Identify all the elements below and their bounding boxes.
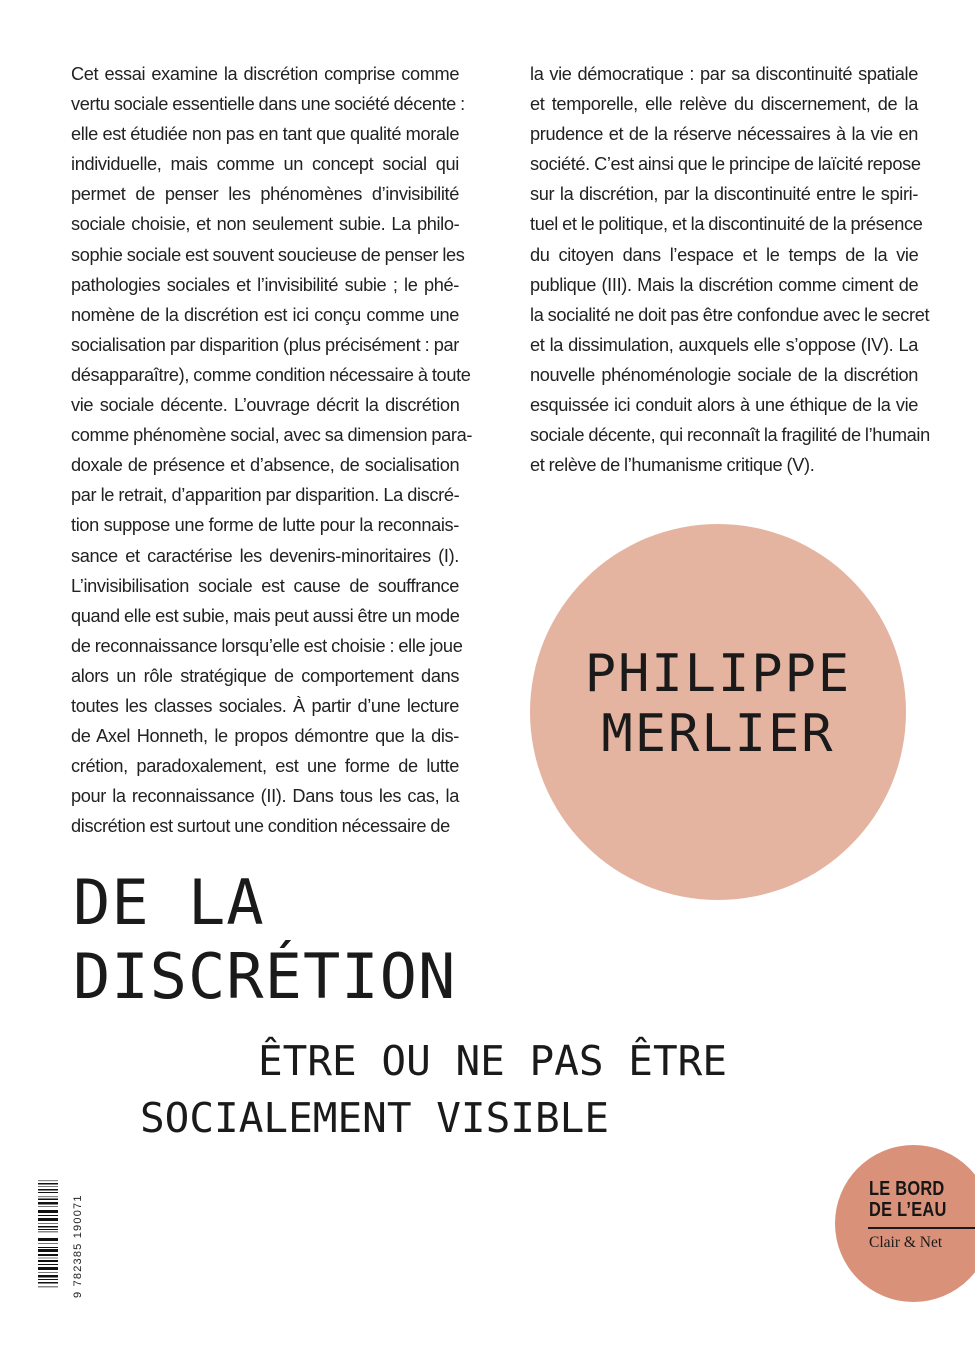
blurb-line: nomène de la discrétion est ici conçu comme une xyxy=(71,304,459,325)
blurb-line: désapparaître), comme condition nécessaire à toute xyxy=(71,364,471,385)
publisher-name xyxy=(869,1179,947,1221)
blurb-line: pour la reconnaissance (II). Dans tous les cas, la xyxy=(71,786,459,807)
blurb-line: vertu sociale essentielle dans une société décente : xyxy=(71,94,465,115)
blurb-line: de reconnaissance lorsqu’elle est choisie : elle joue xyxy=(71,635,463,656)
subtitle-line-1: ÊTRE OU NE PAS ÊTRE xyxy=(258,1037,727,1085)
blurb-line: Cet essai examine la discrétion comprise comme xyxy=(71,64,460,84)
blurb-line: par le retrait, d’apparition par disparition. La discré- xyxy=(71,485,460,506)
blurb-left-column xyxy=(71,59,473,841)
blurb-line: crétion, paradoxalement, est une forme de lutte xyxy=(71,756,459,777)
isbn-text: 9 782385 190071 xyxy=(72,1194,84,1298)
author-last-name: MERLIER xyxy=(601,704,835,764)
blurb-line: individuelle, mais comme un concept social qui xyxy=(71,154,459,175)
barcode-icon xyxy=(38,1180,58,1288)
blurb-line: la socialité ne doit pas être confondue avec le secret xyxy=(530,304,930,325)
blurb-line: permet de penser les phénomènes d’invisibilité xyxy=(71,184,459,205)
publisher-imprint: Clair & Net xyxy=(869,1234,943,1251)
blurb-line: socialisation par disparition (plus précisément : par xyxy=(71,334,459,355)
subtitle-line-2: SOCIALEMENT VISIBLE xyxy=(140,1094,609,1142)
blurb-line: esquissée ici conduit alors à une éthique de la vie xyxy=(530,395,919,416)
blurb-line: doxale de présence et d’absence, de socialisation xyxy=(71,455,460,476)
isbn-digits xyxy=(60,1180,84,1300)
blurb-line: sance et caractérise les devenirs-minoritaires (I). xyxy=(71,545,459,566)
blurb-line: quand elle est subie, mais peut aussi être un mode xyxy=(71,605,460,626)
blurb-line: alors un rôle stratégique de comportement dans xyxy=(71,665,460,686)
publisher-name-line-1: LE BORD xyxy=(869,1178,945,1200)
publisher-logo xyxy=(835,1145,975,1302)
author-name xyxy=(530,644,906,764)
blurb-line: L’invisibilisation sociale est cause de souffrance xyxy=(71,575,459,596)
blurb-line: du citoyen dans l’espace et le temps de la vie xyxy=(530,244,919,265)
book-title-line-2: DISCRÉTION xyxy=(73,940,457,1013)
blurb-line: publique (III). Mais la discrétion comme ciment de xyxy=(530,274,919,295)
blurb-line: prudence et de la réserve nécessaires à la vie en xyxy=(530,124,918,145)
book-title xyxy=(73,866,456,1014)
blurb-line: la vie démocratique : par sa discontinuité spatiale xyxy=(530,64,918,84)
blurb-line: tuel et le politique, et la discontinuité de la présence xyxy=(530,214,923,235)
publisher-name-line-2: DE L’EAU xyxy=(869,1199,947,1221)
blurb-line: nouvelle phénoménologie sociale de la discrétion xyxy=(530,364,919,385)
blurb-line: et temporelle, elle relève du discernement, de la xyxy=(530,94,918,115)
blurb-right-column xyxy=(530,59,930,480)
blurb-line: comme phénomène social, avec sa dimension para- xyxy=(71,425,473,446)
book-title-line-1: DE LA xyxy=(73,866,265,939)
blurb-line: sur la discrétion, par la discontinuité entre le spiri- xyxy=(530,184,919,205)
blurb-line: toutes les classes sociales. À partir d’une lecture xyxy=(71,695,459,716)
blurb-line: elle est étudiée non pas en tant que qualité morale xyxy=(71,124,460,145)
blurb-line: de Axel Honneth, le propos démontre que la dis- xyxy=(71,726,459,747)
blurb-line: tion suppose une forme de lutte pour la reconnais- xyxy=(71,515,459,536)
blurb-line: sociale décente, qui reconnaît la fragilité de l’humain xyxy=(530,425,930,446)
blurb-line: discrétion est surtout une condition nécessaire de xyxy=(71,816,450,837)
blurb-line: sociale choisie, et non seulement subie. La philo- xyxy=(71,214,460,235)
blurb-line: et la dissimulation, auxquels elle s’oppose (IV). La xyxy=(530,334,918,355)
blurb-line: vie sociale décente. L’ouvrage décrit la discrétion xyxy=(71,395,460,416)
author-first-name: PHILIPPE xyxy=(584,644,852,704)
blurb-line: sophie sociale est souvent soucieuse de penser les xyxy=(71,244,465,265)
blurb-line: pathologies sociales et l’invisibilité subie ; le phé- xyxy=(71,274,459,295)
blurb-line: société. C’est ainsi que le principe de laïcité repose xyxy=(530,154,921,175)
blurb-line: et relève de l’humanisme critique (V). xyxy=(530,455,815,476)
publisher-divider xyxy=(868,1227,975,1229)
author-circle xyxy=(530,524,906,900)
